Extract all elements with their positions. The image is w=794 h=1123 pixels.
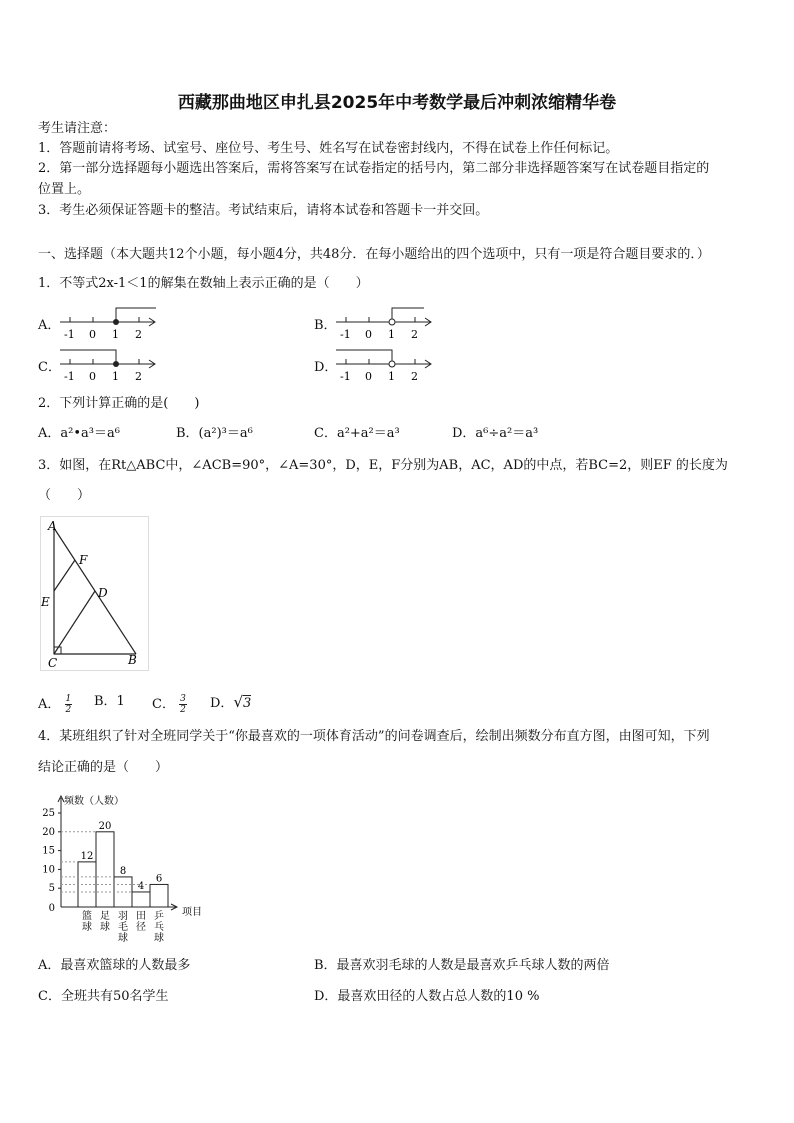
y-tick-label: 0 — [48, 903, 55, 914]
category-label: 球 — [154, 933, 164, 944]
y-tick-label: 5 — [48, 883, 55, 895]
q1-a-tick: 0 — [89, 328, 96, 341]
fraction-one-half: $\frac{1}{2}$ — [65, 694, 72, 715]
bar-value-label: 8 — [119, 865, 127, 877]
q4-stem-cont: 结论正确的是（ ） — [38, 760, 169, 775]
notice-item-3: 3．考生必须保证答题卡的整洁。考试结束后，请将本试卷和答题卡一并交回。 — [38, 203, 489, 218]
q1-c-tick: 1 — [112, 370, 119, 383]
q2-option-b: B．(a²)³＝a⁶ — [176, 426, 253, 441]
q4-option-a: A．最喜欢篮球的人数最多 — [38, 958, 191, 973]
category-label: 毛 — [118, 922, 128, 933]
bar — [96, 832, 114, 907]
category-label: 径 — [136, 922, 146, 933]
q3-option-a: A． $\frac{1}{2}$ — [38, 694, 72, 715]
section-heading: 一、选择题（本大题共12个小题，每小题4分，共48分．在每小题给出的四个选项中，只有一项是符合题目要求的．） — [38, 247, 710, 262]
q1-c-tick: -1 — [64, 370, 75, 383]
bar-value-label: 6 — [155, 873, 163, 885]
q1-d-tick: 1 — [388, 370, 395, 383]
notice-item-2: 2．第一部分选择题每小题选出答案后，需将答案写在试卷指定的括号内，第二部分非选择题答案写在试卷题目指定的 — [38, 161, 710, 176]
q1-a-tick: 1 — [112, 328, 119, 341]
q1-d-tick: -1 — [340, 370, 351, 383]
q4-option-b: B．最喜欢羽毛球的人数是最喜欢乒乓球人数的两倍 — [314, 958, 610, 973]
point-label-c: C — [48, 656, 58, 670]
category-label: 乒 — [154, 911, 164, 922]
y-tick-label: 10 — [42, 864, 55, 876]
q1-c-tick: 2 — [135, 370, 142, 383]
bar — [132, 892, 150, 907]
q1-option-c-label: C． — [38, 360, 61, 375]
point-label-a: A — [48, 519, 57, 533]
q1-option-d-label: D． — [314, 360, 338, 375]
x-axis-title: 项目 — [182, 907, 202, 918]
category-label: 足 — [100, 911, 110, 922]
fraction-three-halves: $\frac{3}{2}$ — [180, 694, 186, 715]
q4-option-d: D．最喜欢田径的人数占总人数的10 % — [314, 989, 540, 1004]
q1-option-b-label: B． — [314, 318, 337, 333]
q1-option-a-label: A． — [38, 318, 61, 333]
q4-stem: 4．某班组织了针对全班同学关于“你最喜欢的一项体育活动”的问卷调查后，绘制出频数分布直方图，由图可知，下列 — [38, 729, 710, 744]
y-tick-label: 15 — [42, 845, 55, 857]
bar-value-label: 4 — [137, 880, 145, 892]
category-label: 篮 — [82, 911, 92, 922]
category-label: 乓 — [154, 922, 164, 933]
q1-b-tick: -1 — [340, 328, 351, 341]
category-label: 球 — [82, 922, 92, 933]
notice-item-2-cont: 位置上。 — [38, 182, 91, 197]
q1-option-a-number-line — [58, 305, 160, 343]
notice-item-1: 1．答题前请将考场、试室号、座位号、考生号、姓名写在试卷密封线内，不得在试卷上作任何标记。 — [38, 141, 619, 156]
q2-option-d: D．a⁶÷a²＝a³ — [452, 426, 539, 441]
q1-stem: 1．不等式2x-1＜1的解集在数轴上表示正确的是（ ） — [38, 276, 369, 291]
q1-b-tick: 2 — [411, 328, 418, 341]
category-label: 球 — [118, 933, 128, 944]
q3-option-c: C． $\frac{3}{2}$ — [152, 694, 186, 715]
notice-heading: 考生请注意： — [38, 121, 117, 136]
y-tick-label: 20 — [42, 826, 55, 838]
point-label-d: D — [98, 586, 108, 600]
q2-stem: 2．下列计算正确的是( ) — [38, 396, 200, 411]
point-label-f: F — [79, 553, 88, 567]
q2-option-c: C．a²+a²＝a³ — [314, 426, 400, 441]
q3-stem: 3．如图，在Rt△ABC中，∠ACB=90°，∠A=30°，D，E，F分别为AB，AC，AD的中点，若BC=2，则EF 的长度为 — [38, 458, 728, 473]
q1-option-b-number-line — [334, 305, 436, 343]
q3-triangle-figure — [40, 516, 150, 672]
q1-option-c-number-line — [58, 347, 160, 385]
q1-option-d-number-line — [334, 347, 436, 385]
q1-a-tick: -1 — [64, 328, 75, 341]
q1-b-tick: 1 — [388, 328, 395, 341]
q2-option-a: A．a²•a³＝a⁶ — [38, 426, 120, 441]
y-axis-title: 频数（人数） — [64, 796, 124, 807]
q4-histogram — [36, 790, 216, 950]
point-label-e: E — [41, 595, 50, 609]
category-label: 田 — [136, 911, 146, 922]
bar-value-label: 20 — [98, 820, 112, 832]
q3-paren: （ ） — [38, 488, 91, 503]
q1-d-tick: 0 — [365, 370, 372, 383]
q1-d-tick: 2 — [411, 370, 418, 383]
y-tick-label: 25 — [42, 808, 55, 819]
sqrt-icon: √ — [233, 693, 243, 711]
bar — [150, 884, 168, 907]
page-title: 西藏那曲地区申扎县2025年中考数学最后冲刺浓缩精华卷 — [177, 93, 617, 113]
q3-option-b: B．1 — [94, 694, 125, 709]
q4-option-c: C．全班共有50名学生 — [38, 989, 169, 1004]
point-label-b: B — [128, 653, 137, 667]
category-label: 羽 — [118, 911, 128, 922]
bar-value-label: 12 — [80, 850, 94, 862]
q1-b-tick: 0 — [365, 328, 372, 341]
q1-c-tick: 0 — [89, 370, 96, 383]
q1-a-tick: 2 — [135, 328, 142, 341]
category-label: 球 — [100, 922, 110, 933]
q3-option-d: D．√3 — [210, 693, 252, 711]
